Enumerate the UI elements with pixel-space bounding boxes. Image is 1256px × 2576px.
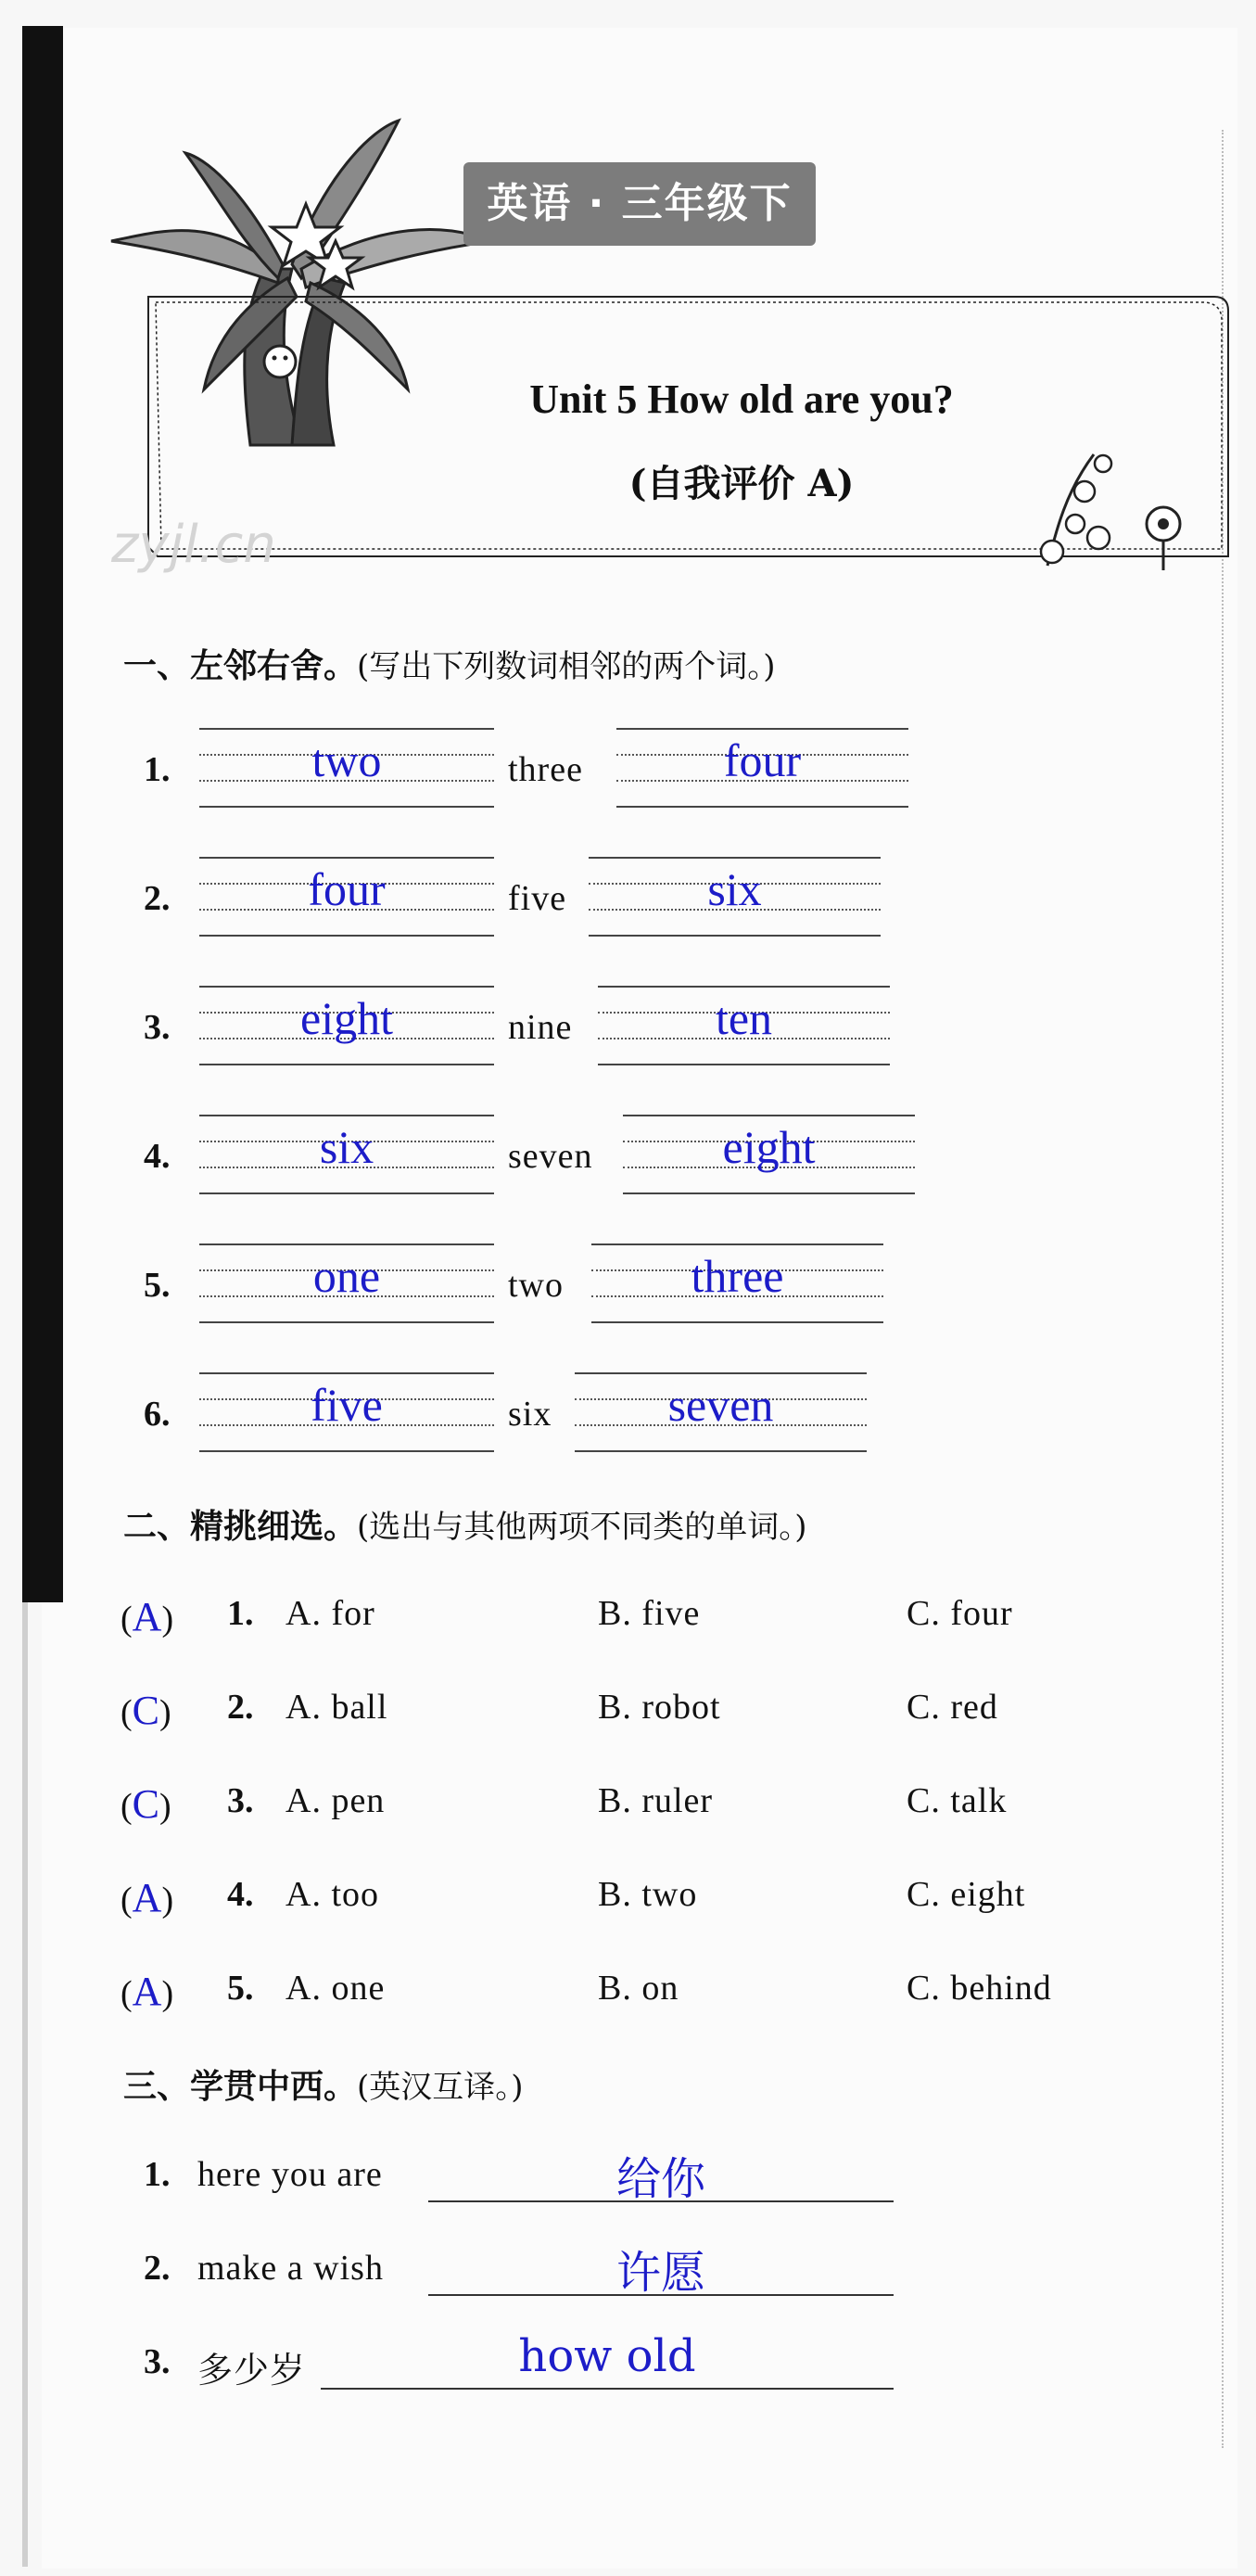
item-number: 4. [227, 1875, 254, 1914]
choice-answer: A [132, 1969, 162, 2014]
choice-answer: C [132, 1781, 160, 1827]
item-number: 4. [144, 1137, 171, 1176]
option-b: B. five [598, 1594, 701, 1633]
given-number-word: seven [508, 1137, 593, 1176]
option-a: A. for [285, 1594, 375, 1633]
answer-lines-before[interactable] [199, 986, 494, 1064]
answer-after: ten [715, 992, 773, 1044]
option-a: A. one [285, 1969, 386, 2008]
section3-title: 三、学贯中西。 [123, 2068, 358, 2106]
answer-lines-after[interactable] [591, 1243, 883, 1321]
option-c: C. red [907, 1688, 998, 1727]
answer-lines-after[interactable] [616, 728, 908, 806]
answer-before: two [311, 734, 382, 786]
binding-edge-lower [22, 1602, 28, 2567]
item-number: 2. [144, 879, 171, 918]
answer-bracket[interactable]: (C) [121, 1688, 171, 1733]
answer-bracket[interactable]: (A) [121, 1969, 174, 2014]
section2-instruction: (选出与其他两项不同类的单词。) [357, 1509, 807, 1546]
answer-lines-before[interactable] [199, 1243, 494, 1321]
answer-after: three [691, 1250, 784, 1302]
answer-after: eight [722, 1121, 816, 1173]
item-number: 1. [144, 2155, 171, 2194]
answer-bracket[interactable]: (A) [121, 1875, 174, 1920]
binding-edge [22, 26, 63, 1602]
item-number: 5. [144, 1266, 171, 1305]
subject-grade-tab: 英语 · 三年级下 [463, 162, 816, 246]
choice-answer: C [132, 1688, 160, 1733]
unit-subtitle: (自我评价 A) [628, 462, 855, 505]
answer-lines-before[interactable] [199, 857, 494, 935]
answer-lines-before[interactable] [199, 1115, 494, 1192]
translation-answer: 给你 [615, 2153, 705, 2205]
watermark: zyjl.cn [111, 515, 276, 575]
translation-prompt: 多少岁 [197, 2350, 307, 2391]
given-number-word: six [508, 1395, 552, 1434]
section2-title: 二、精挑细选。 [123, 1508, 358, 1546]
item-number: 3. [144, 2342, 171, 2381]
answer-line[interactable] [428, 2247, 894, 2299]
section1-heading [123, 640, 776, 687]
item-number: 3. [144, 1008, 171, 1047]
answer-lines-after[interactable] [598, 986, 890, 1064]
answer-bracket[interactable]: (C) [121, 1781, 171, 1827]
section1-title: 一、左邻右舍。 [123, 647, 358, 685]
given-number-word: three [508, 750, 583, 789]
answer-lines-before[interactable] [199, 1372, 494, 1450]
option-a: A. pen [285, 1781, 386, 1820]
answer-after: seven [667, 1379, 774, 1431]
option-c: C. behind [907, 1969, 1052, 2008]
section3-heading [123, 2060, 524, 2108]
answer-before: six [319, 1121, 374, 1173]
given-number-word: two [508, 1266, 564, 1305]
option-c: C. talk [907, 1781, 1008, 1820]
translation-prompt: make a wish [197, 2249, 384, 2288]
answer-line[interactable] [428, 2153, 894, 2205]
answer-lines-after[interactable] [575, 1372, 867, 1450]
item-number: 1. [227, 1594, 254, 1633]
item-number: 6. [144, 1395, 171, 1434]
answer-before: five [311, 1379, 383, 1431]
given-number-word: five [508, 879, 567, 918]
answer-line[interactable] [321, 2330, 894, 2390]
answer-after: six [707, 863, 762, 915]
section1-instruction: (写出下列数词相邻的两个词。) [357, 648, 776, 685]
option-c: C. eight [907, 1875, 1026, 1914]
option-a: A. too [285, 1875, 379, 1914]
answer-before: four [308, 863, 386, 915]
option-b: B. two [598, 1875, 698, 1914]
given-number-word: nine [508, 1008, 573, 1047]
answer-before: eight [300, 992, 393, 1044]
answer-lines-after[interactable] [623, 1115, 915, 1192]
section2-heading [123, 1500, 807, 1548]
choice-answer: A [132, 1594, 162, 1639]
choice-answer: A [132, 1875, 162, 1920]
answer-after: four [723, 734, 802, 786]
translation-prompt: here you are [197, 2155, 383, 2194]
item-number: 2. [144, 2249, 171, 2288]
item-number: 3. [227, 1781, 254, 1820]
item-number: 5. [227, 1969, 254, 2008]
answer-lines-before[interactable] [199, 728, 494, 806]
section3-instruction: (英汉互译。) [357, 2069, 524, 2106]
flower-decoration [1010, 436, 1214, 575]
option-b: B. robot [598, 1688, 721, 1727]
translation-answer: how old [518, 2330, 696, 2382]
option-c: C. four [907, 1594, 1013, 1633]
answer-before: one [312, 1250, 381, 1302]
unit-title: Unit 5 How old are you? [529, 376, 954, 422]
answer-bracket[interactable]: (A) [121, 1594, 174, 1639]
item-number: 2. [227, 1688, 254, 1727]
item-number: 1. [144, 750, 171, 789]
answer-lines-after[interactable] [589, 857, 881, 935]
option-a: A. ball [285, 1688, 388, 1727]
option-b: B. on [598, 1969, 679, 2008]
translation-answer: 许愿 [615, 2247, 705, 2299]
option-b: B. ruler [598, 1781, 714, 1820]
